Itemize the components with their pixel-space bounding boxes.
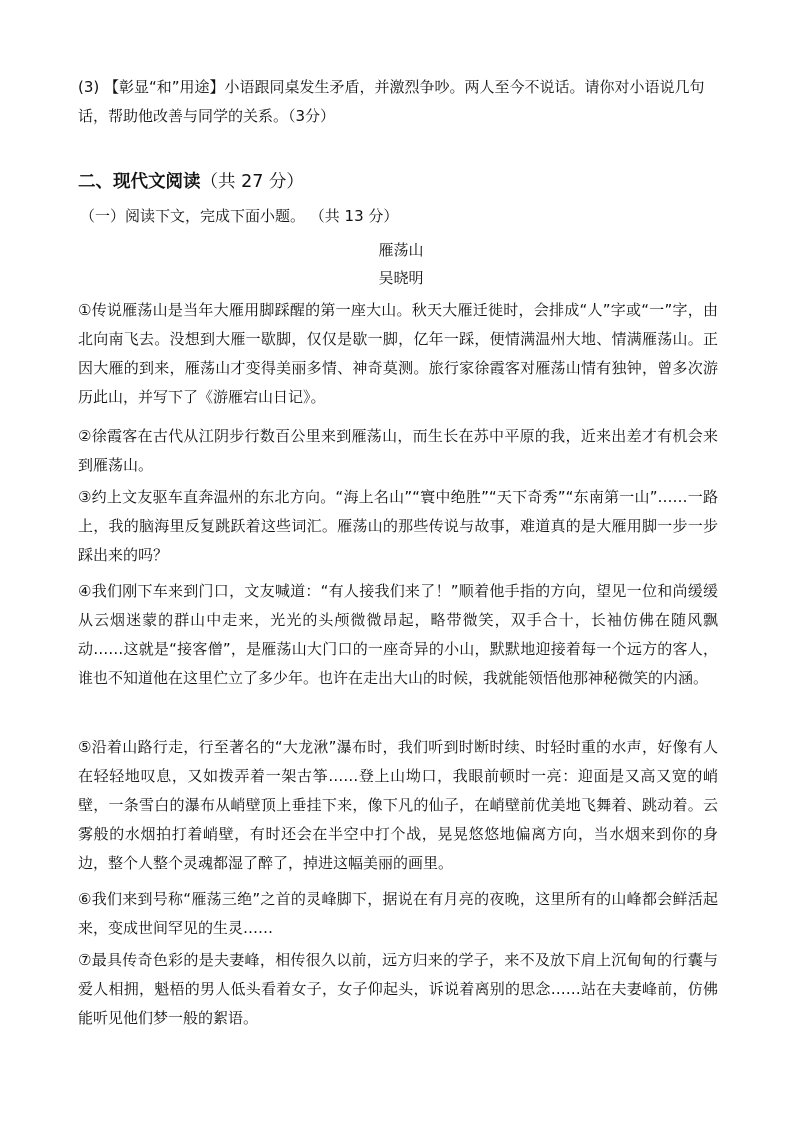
paragraph-5: ⑤沿着山路行走，行至著名的“大龙湫”瀑布时，我们听到时断时续、时轻时重的水声，好像有人在轻轻地叹息，又如拨弄着一架古筝……登上山坳口，我眼前顿时一亮：迎面是又高又宽的峭壁，一条雪白的瀑布从峭壁顶上垂挂下来，像下凡的仙子，在峭壁前优美地飞舞着、跳动着。云雾般的水烟拍打着峭壁，有时还会在半空中打个战，晃晃悠悠地偏离方向，当水烟来到你的身边，整个人整个灵魂都湿了醉了，掉进这幅美丽的画里。 bbox=[78, 738, 718, 872]
paragraph-4: ④我们刚下车来到门口，文友喊道：“有人接我们来了！”顺着他手指的方向，望见一位和尚缓缓从云烟迷蒙的群山中走来，光光的头颅微微昂起，略带微笑，双手合十，长袖仿佛在随风飘动……这就是“接客僧”，是雁荡山大门口的一座奇异的小山，默默地迎接着每一个远方的客人，谁也不知道他在这里伫立了多少年。也许在走出大山的时候，我就能领悟他那神秘微笑的内涵。 bbox=[78, 582, 718, 687]
article-author: 吴晓明 bbox=[378, 269, 424, 287]
paragraph-1: ①传说雁荡山是当年大雁用脚踩醒的第一座大山。秋天大雁迁徙时，会排成“人”字或“一”字，由北向南飞去。没想到大雁一歇脚，仅仅是歇一脚，亿年一踩，便情满温州大地、情满雁荡山。正因大雁的到来，雁荡山才变得美丽多情、神奇莫测。旅行家徐霞客对雁荡山情有独钟，曾多次游历此山，并写下了《游雁宕山日记》。 bbox=[78, 301, 718, 406]
paragraph-7: ⑦最具传奇色彩的是夫妻峰，相传很久以前，远方归来的学子，来不及放下肩上沉甸甸的行囊与爱人相拥，魁梧的男人低头看着女子，女子仰起头，诉说着离别的思念……站在夫妻峰前，仿佛能听见他们梦一般的絮语。 bbox=[78, 951, 718, 1027]
paragraph-3: ③约上文友驱车直奔温州的东北方向。“海上名山”“寰中绝胜”“天下奇秀”“东南第一山”……一路上，我的脑海里反复跳跃着这些词汇。雁荡山的那些传说与故事，难道真的是大雁用脚一步一步踩出来的吗？ bbox=[78, 488, 718, 564]
paragraph-2: ②徐霞客在古代从江阴步行数百公里来到雁荡山，而生长在苏中平原的我，近来出差才有机会来到雁荡山。 bbox=[78, 427, 718, 474]
subsection-heading: （一）阅读下文，完成下面小题。 （共 13 分） bbox=[80, 207, 399, 225]
section-score: （共 27 分） bbox=[200, 172, 304, 192]
article-title: 雁荡山 bbox=[378, 241, 424, 259]
paragraph-6: ⑥我们来到号称“雁荡三绝”之首的灵峰脚下，据说在有月亮的夜晚，这里所有的山峰都会鲜活起来，变成世间罕见的生灵…… bbox=[78, 890, 718, 937]
section-title bbox=[78, 168, 304, 196]
question-3: (3) 【彰显“和”用途】小语跟同桌发生矛盾，并激烈争吵。两人至今不说话。请你对小语说几句话，帮助他改善与同学的关系。（3分） bbox=[78, 78, 705, 125]
section-title-text: 二、现代文阅读 bbox=[78, 172, 201, 192]
